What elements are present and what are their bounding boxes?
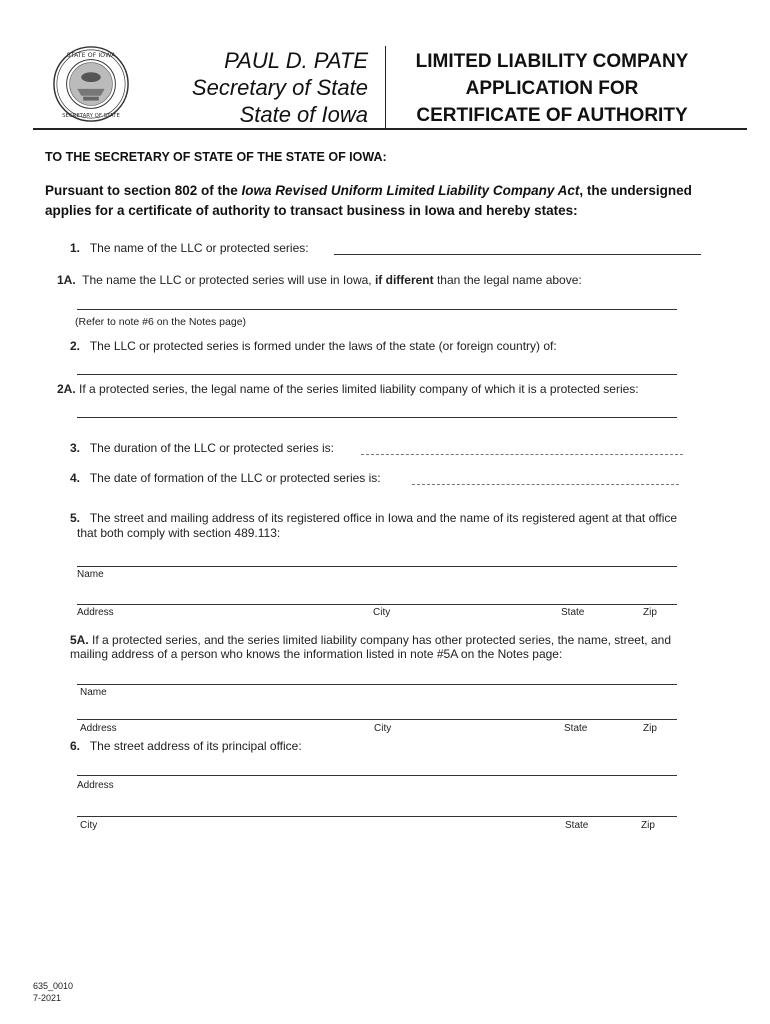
item-1a-text: The name the LLC or protected series will use in Iowa, bbox=[82, 273, 375, 287]
item-1a bbox=[57, 273, 582, 288]
form-number-block bbox=[33, 980, 73, 1004]
header-rule bbox=[33, 128, 747, 130]
official-title: Secretary of State bbox=[191, 75, 368, 100]
item-5a-text-cont: mailing address of a person who knows the information listed in note #5A on the Notes page: bbox=[70, 647, 563, 661]
iowa-name-field[interactable] bbox=[77, 309, 677, 310]
item-5-number: 5. bbox=[70, 511, 81, 525]
state-name: State of Iowa bbox=[239, 102, 368, 127]
form-title-line-1: LIMITED LIABILITY COMPANY bbox=[415, 51, 689, 72]
item-1 bbox=[70, 241, 309, 256]
preamble-part-2: , the undersigned applies for a certificate of authority to transact business in Iowa and hereby states: bbox=[45, 183, 692, 218]
item-2a-text: If a protected series, the legal name of the series limited liability company of which it is a protected series: bbox=[79, 382, 639, 396]
item-3 bbox=[70, 441, 334, 456]
registered-office-address-field[interactable] bbox=[77, 604, 677, 605]
item-4 bbox=[70, 471, 381, 486]
principal-office-state-label: State bbox=[565, 820, 589, 831]
knowledgeable-person-state-label: State bbox=[564, 723, 588, 734]
item-2-text: The LLC or protected series is formed under the laws of the state (or foreign country) of: bbox=[89, 339, 557, 353]
item-6 bbox=[70, 739, 302, 754]
formation-state-field[interactable] bbox=[77, 374, 677, 375]
item-6-number: 6. bbox=[70, 739, 81, 753]
registered-office-state-label: State bbox=[561, 607, 585, 618]
official-name: PAUL D. PATE bbox=[224, 48, 368, 73]
item-5-text-cont: that both comply with section 489.113: bbox=[77, 526, 281, 540]
item-1a-number: 1A. bbox=[57, 273, 76, 287]
principal-office-address-field[interactable] bbox=[77, 775, 677, 776]
registered-office-address-label: Address bbox=[77, 607, 114, 618]
form-title-line-3: CERTIFICATE OF AUTHORITY bbox=[416, 105, 688, 126]
item-1a-text-end: than the legal name above: bbox=[433, 273, 582, 287]
item-2 bbox=[70, 339, 557, 354]
item-1-text: The name of the LLC or protected series: bbox=[89, 241, 309, 255]
item-1-number: 1. bbox=[70, 241, 81, 255]
principal-office-address-label: Address bbox=[77, 780, 114, 791]
item-3-number: 3. bbox=[70, 441, 81, 455]
llc-name-field[interactable] bbox=[334, 254, 701, 255]
svg-text:SECRETARY OF STATE: SECRETARY OF STATE bbox=[62, 113, 120, 120]
item-5-text: The street and mailing address of its registered office in Iowa and the name of its registered agent at that office bbox=[89, 511, 678, 525]
state-seal-icon bbox=[52, 45, 130, 123]
duration-field[interactable] bbox=[361, 454, 683, 455]
item-1a-emphasis: if different bbox=[374, 273, 434, 287]
principal-office-zip-label: Zip bbox=[641, 820, 655, 831]
item-6-text: The street address of its principal office: bbox=[89, 739, 302, 753]
form-revision: 7-2021 bbox=[33, 993, 62, 1003]
item-2-number: 2. bbox=[70, 339, 81, 353]
item-5a bbox=[70, 633, 671, 648]
knowledgeable-person-zip-label: Zip bbox=[643, 723, 657, 734]
item-5a-text: If a protected series, and the series limited liability company has other protected series, the name, street, and bbox=[92, 633, 671, 647]
registered-office-city-label: City bbox=[373, 607, 391, 618]
item-5a-number: 5A. bbox=[70, 633, 89, 647]
series-llc-name-field[interactable] bbox=[77, 417, 677, 418]
principal-office-city-field[interactable] bbox=[77, 816, 677, 817]
knowledgeable-person-name-field[interactable] bbox=[77, 684, 677, 685]
item-4-text: The date of formation of the LLC or protected series is: bbox=[89, 471, 381, 485]
formation-date-field[interactable] bbox=[412, 484, 679, 485]
item-3-text: The duration of the LLC or protected series is: bbox=[89, 441, 334, 455]
principal-office-city-label: City bbox=[80, 820, 98, 831]
addressee: TO THE SECRETARY OF STATE OF THE STATE OF IOWA: bbox=[45, 150, 387, 164]
knowledgeable-person-city-label: City bbox=[374, 723, 392, 734]
preamble-part-1: Pursuant to section 802 of the bbox=[45, 183, 242, 198]
registered-office-zip-label: Zip bbox=[643, 607, 657, 618]
form-number: 635_0010 bbox=[33, 981, 74, 991]
registered-agent-name-label: Name bbox=[77, 569, 104, 580]
item-4-number: 4. bbox=[70, 471, 81, 485]
item-2a bbox=[57, 382, 639, 397]
preamble bbox=[45, 181, 735, 221]
form-title-line-2: APPLICATION FOR bbox=[465, 78, 639, 99]
registered-agent-name-field[interactable] bbox=[77, 566, 677, 567]
svg-text:STATE OF IOWA: STATE OF IOWA bbox=[66, 52, 116, 60]
act-name: Iowa Revised Uniform Limited Liability Company Act bbox=[241, 183, 580, 198]
knowledgeable-person-address-label: Address bbox=[80, 723, 117, 734]
item-2a-number: 2A. bbox=[57, 382, 76, 396]
item-1a-note: (Refer to note #6 on the Notes page) bbox=[75, 316, 247, 328]
knowledgeable-person-address-field[interactable] bbox=[77, 719, 677, 720]
item-5 bbox=[70, 511, 677, 526]
knowledgeable-person-name-label: Name bbox=[80, 687, 107, 698]
